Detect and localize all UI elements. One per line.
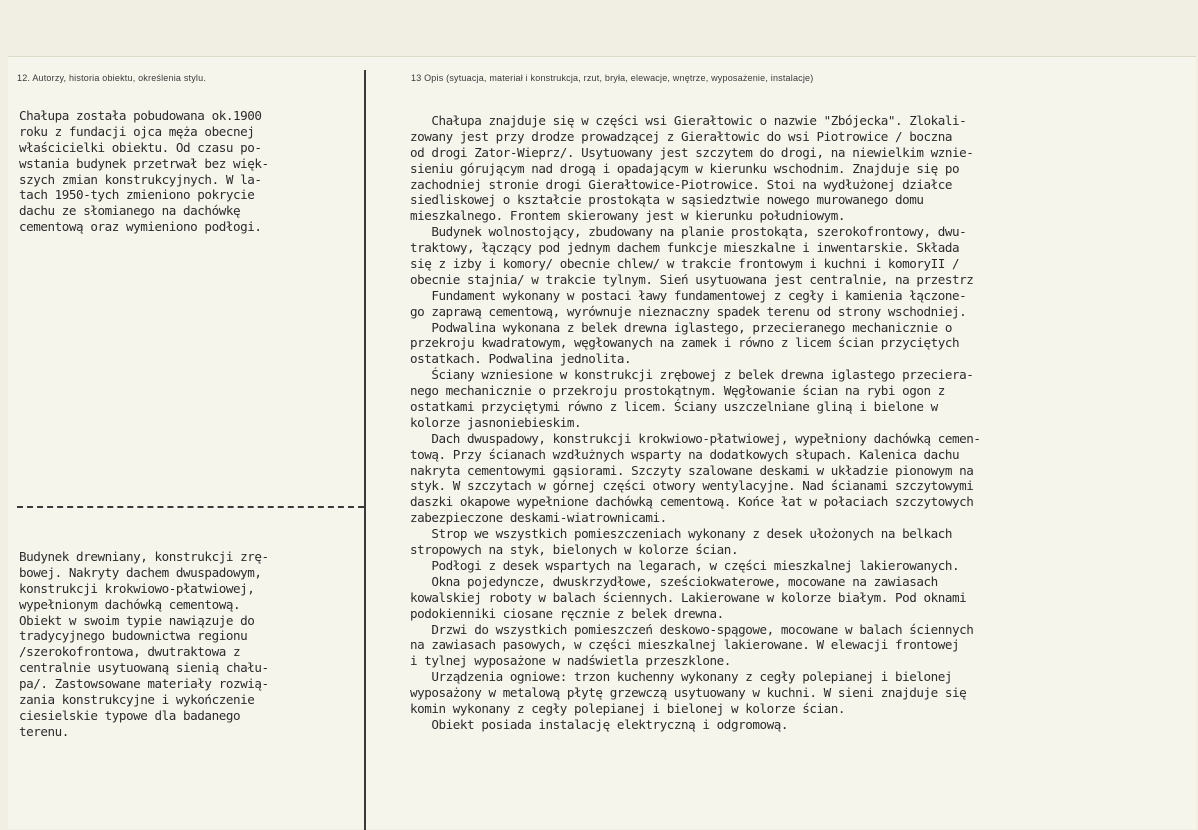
text-line: na zawiasach pasowych, w części mieszkalnej lakierowane. W elewacji frontowej (410, 637, 960, 653)
text-line: Chałupa znajduje się w części wsi Gierałtowic o nazwie "Zbójecka". Zlokali- (410, 113, 967, 128)
text-line: konstrukcji krokwiowo-płatwiowej, (19, 580, 255, 596)
text-line: ostatkami przyciętymi równo z licem. Ściany uszczelniane gliną i bielone w (410, 399, 938, 415)
field-13-label: 13 Opis (sytuacja, materiał i konstrukcja, rzut, bryła, elewacje, wnętrze, wyposażenie, instalacje) (411, 73, 814, 83)
text-line: kowalskiej roboty w balach ściennych. Lakierowane w kolorze białym. Pod oknami (410, 589, 967, 605)
text-line: zabezpieczone deskami-wiatrownicami. (410, 510, 667, 526)
text-line: wstania budynek przetrwał bez więk- (19, 155, 269, 171)
text-line: podokienniki ciosane ręcznie z belek drewna. (410, 605, 724, 621)
column-divider (364, 70, 366, 830)
text-line: kolorze jasnoniebieskim. (410, 414, 582, 430)
text-line: zowany jest przy drodze prowadzącej z Gierałtowic do wsi Piotrowice / boczna (410, 128, 953, 144)
field-12-label: 12. Autorzy, historia obiektu, określenia stylu. (17, 73, 207, 83)
text-line: daszki okapowe wypełnione dachówką cementową. Końce łat w połaciach szczytowych (410, 494, 974, 510)
text-line: Okna pojedyncze, dwuskrzydłowe, sześciokwaterowe, mocowane na zawiasach (410, 573, 938, 589)
text-line: stropowych na styk, bielonych w kolorze ścian. (410, 542, 739, 558)
text-line: Budynek drewniany, konstrukcji zrę- (19, 549, 269, 564)
text-line: Obiekt w swoim typie nawiązuje do (19, 612, 255, 628)
text-line: obecnie stajnia/ w trakcie tylnym. Sień usytuowana jest centralnie, na przestrz (410, 271, 974, 287)
description-text (410, 113, 981, 733)
text-line: siedliskowej o kształcie prostokąta w sąsiedztwie nowego murowanego domu (410, 192, 924, 208)
text-line: wyposażony w metalową płytę grzewczą usytuowany w kuchni. W sieni znajduje się (410, 685, 967, 701)
text-line: komin wykonany z cegły polepianej i bielonej w kolorze ścian. (410, 700, 846, 716)
text-line: tową. Przy ścianach wzdłużnych wsparty na dodatkowych słupach. Kalenica dachu (410, 446, 960, 462)
text-line: /szerokofrontowa, dwutraktowa z (19, 644, 241, 660)
text-line: Podwalina wykonana z belek drewna iglastego, przecieranego mechanicznie o (410, 319, 953, 335)
text-line: traktowy, łączący pod jednym dachem funkcje mieszkalne i inwentarskie. Składa (410, 240, 960, 256)
text-line: i tylnej wyposażone w nadświetla przeszklone. (410, 653, 731, 669)
dashed-separator (17, 506, 364, 508)
text-line: roku z fundacji ojca męża obecnej (19, 123, 255, 139)
text-line: Drzwi do wszystkich pomieszczeń deskowo-spągowe, mocowane w balach ściennych (410, 621, 974, 637)
text-line: tach 1950-tych zmieniono pokrycie (19, 187, 255, 203)
text-line: cementową oraz wymieniono podłogi. (19, 219, 262, 235)
text-line: Obiekt posiada instalację elektryczną i odgromową. (410, 716, 789, 732)
text-line: się z izby i komory/ obecnie chlew/ w trakcie frontowym i kuchni i komoryII / (410, 256, 960, 272)
text-line: Strop we wszystkich pomieszczeniach wykonany z desek ułożonych na belkach (410, 526, 953, 542)
text-line: mieszkalnego. Frontem skierowany jest w kierunku południowym. (410, 208, 846, 224)
text-line: ostatkach. Podwalina jednolita. (410, 351, 632, 367)
text-line: właścicielki obiektu. Od czasu po- (19, 139, 262, 155)
text-line: sieniu górującym nad drogą i opadającym w kierunku wschodnim. Znajduje się po (410, 160, 960, 176)
text-line: nakryta cementowymi gąsiorami. Szczyty szalowane deskami w układzie pionowym na (410, 462, 974, 478)
text-line: Podłogi z desek wspartych na legarach, w części mieszkalnej lakierowanych. (410, 557, 960, 573)
text-line: nego mechanicznie o przekroju prostokątnym. Węgłowanie ścian na rybi ogon z (410, 383, 945, 399)
text-line: Dach dwuspadowy, konstrukcji krokwiowo-płatwiowej, wypełniony dachówką cemen- (410, 430, 981, 446)
text-line: Chałupa została pobudowana ok.1900 (19, 108, 262, 123)
text-line: szych zmian konstrukcyjnych. W la- (19, 171, 262, 187)
text-line: od drogi Zator-Wieprz/. Usytuowany jest szczytem do drogi, na niewielkim wznie- (410, 144, 974, 160)
text-line: Budynek wolnostojący, zbudowany na planie prostokąta, szerokofrontowy, dwu- (410, 224, 967, 240)
text-line: wypełnionym dachówką cementową. (19, 596, 241, 612)
text-line: dachu ze słomianego na dachówkę (19, 203, 241, 219)
text-line: tradycyjnego budownictwa regionu (19, 628, 248, 644)
text-line: bowej. Nakryty dachem dwuspadowym, (19, 564, 262, 580)
text-line: go zaprawą cementową, wyrównuje nieznaczny spadek terenu od strony wschodniej. (410, 303, 967, 319)
text-line: terenu. (19, 723, 69, 739)
text-line: zachodniej stronie drogi Gierałtowice-Piotrowice. Stoi na wydłużonej działce (410, 176, 953, 192)
text-line: Fundament wykonany w postaci ławy fundamentowej z cegły i kamienia łączone- (410, 287, 967, 303)
text-line: styk. W szczytach w górnej części otwory wentylacyjne. Nad ścianami szczytowymi (410, 478, 974, 494)
text-line: centralnie usytuowaną sienią chału- (19, 660, 269, 676)
text-line: ciesielskie typowe dla badanego (19, 707, 241, 723)
history-text (19, 108, 269, 235)
text-line: Urządzenia ogniowe: trzon kuchenny wykonany z cegły polepianej i bielonej (410, 669, 953, 685)
text-line: przekroju kwadratowym, węgłowanych na zamek i równo z licem ścian przyciętych (410, 335, 960, 351)
text-line: pa/. Zastowsowane materiały rozwią- (19, 676, 269, 692)
text-line: Ściany wzniesione w konstrukcji zrębowej z belek drewna iglastego przeciera- (410, 367, 974, 383)
text-line: zania konstrukcyjne i wykończenie (19, 692, 255, 708)
style-text (19, 549, 269, 740)
